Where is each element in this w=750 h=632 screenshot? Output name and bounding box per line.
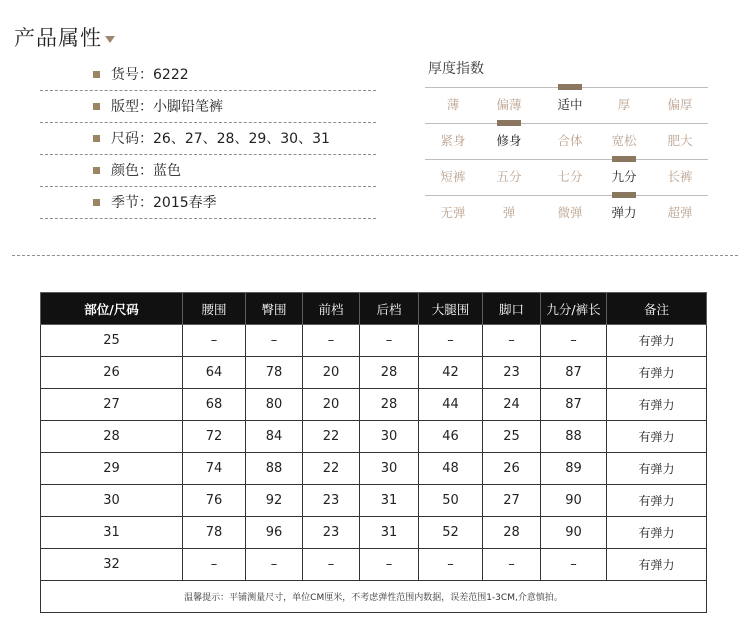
table-cell: 20 bbox=[303, 357, 360, 389]
table-row bbox=[41, 325, 707, 357]
thickness-index-title: 厚度指数 bbox=[428, 61, 484, 77]
table-cell: – bbox=[541, 549, 607, 581]
table-cell: 有弹力 bbox=[607, 421, 707, 453]
table-cell: 80 bbox=[246, 389, 303, 421]
table-cell: 42 bbox=[419, 357, 483, 389]
table-cell: 90 bbox=[541, 485, 607, 517]
index-row-line bbox=[425, 195, 708, 196]
size-label-cell: 25 bbox=[41, 325, 183, 357]
size-table-footer bbox=[41, 581, 707, 613]
index-option: 五分 bbox=[496, 169, 522, 184]
selected-marker bbox=[612, 192, 636, 198]
table-cell: 有弹力 bbox=[607, 485, 707, 517]
table-cell: 22 bbox=[303, 453, 360, 485]
index-option: 偏薄 bbox=[496, 97, 522, 112]
table-cell: 25 bbox=[483, 421, 541, 453]
table-cell: – bbox=[419, 549, 483, 581]
index-option: 九分 bbox=[611, 169, 637, 184]
table-cell: 72 bbox=[183, 421, 246, 453]
table-cell: 28 bbox=[360, 357, 419, 389]
caret-down-icon bbox=[105, 36, 115, 43]
table-row bbox=[41, 421, 707, 453]
attribute-row bbox=[40, 187, 376, 219]
column-header: 备注 bbox=[607, 293, 707, 325]
table-cell: 89 bbox=[541, 453, 607, 485]
column-header: 九分/裤长 bbox=[541, 293, 607, 325]
table-cell: – bbox=[541, 325, 607, 357]
index-option: 肥大 bbox=[667, 133, 693, 148]
table-cell: 有弹力 bbox=[607, 325, 707, 357]
section-title bbox=[14, 24, 115, 52]
index-option: 紧身 bbox=[440, 133, 466, 148]
table-cell: 50 bbox=[419, 485, 483, 517]
index-option: 薄 bbox=[446, 97, 460, 112]
table-cell: – bbox=[483, 325, 541, 357]
attribute-list bbox=[40, 59, 376, 219]
table-cell: 有弹力 bbox=[607, 357, 707, 389]
table-cell: 28 bbox=[483, 517, 541, 549]
table-cell: 44 bbox=[419, 389, 483, 421]
column-header: 部位/尺码 bbox=[41, 293, 183, 325]
index-option: 七分 bbox=[557, 169, 583, 184]
table-row bbox=[41, 485, 707, 517]
index-option: 长裤 bbox=[667, 169, 693, 184]
index-option: 修身 bbox=[496, 133, 522, 148]
table-cell: 90 bbox=[541, 517, 607, 549]
table-cell: 31 bbox=[360, 517, 419, 549]
table-cell: 74 bbox=[183, 453, 246, 485]
selected-marker bbox=[612, 156, 636, 162]
table-cell: 20 bbox=[303, 389, 360, 421]
table-cell: 24 bbox=[483, 389, 541, 421]
table-cell: 22 bbox=[303, 421, 360, 453]
table-cell: 84 bbox=[246, 421, 303, 453]
index-option: 偏厚 bbox=[667, 97, 693, 112]
table-cell: – bbox=[183, 549, 246, 581]
table-cell: – bbox=[360, 549, 419, 581]
table-cell: 88 bbox=[246, 453, 303, 485]
attribute-sizes: 尺码：26、27、28、29、30、31 bbox=[111, 131, 330, 147]
attribute-season: 季节：2015春季 bbox=[111, 195, 217, 211]
index-option: 适中 bbox=[557, 97, 583, 112]
size-label-cell: 29 bbox=[41, 453, 183, 485]
table-cell: – bbox=[419, 325, 483, 357]
table-cell: 88 bbox=[541, 421, 607, 453]
thickness-index-row bbox=[425, 87, 708, 123]
index-option: 合体 bbox=[557, 133, 583, 148]
index-option: 微弹 bbox=[557, 205, 583, 220]
table-cell: 76 bbox=[183, 485, 246, 517]
size-table-body bbox=[41, 325, 707, 581]
table-cell: 46 bbox=[419, 421, 483, 453]
table-cell: 23 bbox=[303, 517, 360, 549]
table-cell: 87 bbox=[541, 357, 607, 389]
column-header: 后档 bbox=[360, 293, 419, 325]
table-cell: 23 bbox=[303, 485, 360, 517]
table-cell: – bbox=[303, 325, 360, 357]
table-cell: 27 bbox=[483, 485, 541, 517]
index-row-line bbox=[425, 159, 708, 160]
size-table bbox=[40, 292, 707, 613]
table-row bbox=[41, 549, 707, 581]
size-label-cell: 28 bbox=[41, 421, 183, 453]
table-row bbox=[41, 517, 707, 549]
attribute-color: 颜色：蓝色 bbox=[111, 163, 181, 179]
table-cell: 有弹力 bbox=[607, 549, 707, 581]
size-label-cell: 27 bbox=[41, 389, 183, 421]
size-table-header bbox=[41, 293, 707, 325]
table-cell: – bbox=[360, 325, 419, 357]
thickness-index-row bbox=[425, 195, 708, 231]
index-row-line bbox=[425, 123, 708, 124]
index-option: 短裤 bbox=[440, 169, 466, 184]
thickness-index-row bbox=[425, 123, 708, 159]
square-bullet-icon bbox=[93, 103, 100, 110]
index-option: 弹力 bbox=[611, 205, 637, 220]
column-header: 前档 bbox=[303, 293, 360, 325]
table-cell: 31 bbox=[360, 485, 419, 517]
thickness-index-row bbox=[425, 159, 708, 195]
table-cell: – bbox=[246, 325, 303, 357]
table-cell: 64 bbox=[183, 357, 246, 389]
index-option: 弹 bbox=[502, 205, 516, 220]
size-label-cell: 32 bbox=[41, 549, 183, 581]
table-cell: – bbox=[246, 549, 303, 581]
square-bullet-icon bbox=[93, 167, 100, 174]
attribute-row bbox=[40, 155, 376, 187]
selected-marker bbox=[497, 120, 521, 126]
index-option: 超弹 bbox=[667, 205, 693, 220]
size-label-cell: 31 bbox=[41, 517, 183, 549]
table-cell: 30 bbox=[360, 421, 419, 453]
table-row bbox=[41, 389, 707, 421]
measurement-note: 温馨提示：平铺测量尺寸，单位CM厘米，不考虑弹性范围内数据，误差范围1-3CM,介意慎拍。 bbox=[41, 581, 707, 613]
table-cell: 有弹力 bbox=[607, 517, 707, 549]
column-header: 腰围 bbox=[183, 293, 246, 325]
section-divider bbox=[12, 255, 738, 256]
table-cell: 78 bbox=[183, 517, 246, 549]
section-title-text: 产品属性 bbox=[14, 26, 102, 50]
attribute-row bbox=[40, 91, 376, 123]
table-cell: 26 bbox=[483, 453, 541, 485]
index-option: 厚 bbox=[617, 97, 631, 112]
table-row bbox=[41, 357, 707, 389]
index-option: 无弹 bbox=[440, 205, 466, 220]
table-cell: – bbox=[183, 325, 246, 357]
table-cell: 96 bbox=[246, 517, 303, 549]
attribute-row bbox=[40, 123, 376, 155]
attribute-fit: 版型：小脚铅笔裤 bbox=[111, 99, 223, 115]
column-header: 臀围 bbox=[246, 293, 303, 325]
square-bullet-icon bbox=[93, 135, 100, 142]
table-cell: – bbox=[303, 549, 360, 581]
table-cell: 有弹力 bbox=[607, 389, 707, 421]
table-cell: 68 bbox=[183, 389, 246, 421]
table-cell: 48 bbox=[419, 453, 483, 485]
column-header: 大腿围 bbox=[419, 293, 483, 325]
square-bullet-icon bbox=[93, 71, 100, 78]
square-bullet-icon bbox=[93, 199, 100, 206]
table-cell: 87 bbox=[541, 389, 607, 421]
size-label-cell: 30 bbox=[41, 485, 183, 517]
table-cell: 30 bbox=[360, 453, 419, 485]
table-cell: 23 bbox=[483, 357, 541, 389]
table-cell: 28 bbox=[360, 389, 419, 421]
column-header: 脚口 bbox=[483, 293, 541, 325]
index-option: 宽松 bbox=[611, 133, 637, 148]
table-cell: 52 bbox=[419, 517, 483, 549]
table-row bbox=[41, 453, 707, 485]
table-cell: – bbox=[483, 549, 541, 581]
attribute-item-no: 货号：6222 bbox=[111, 67, 189, 83]
size-label-cell: 26 bbox=[41, 357, 183, 389]
table-cell: 有弹力 bbox=[607, 453, 707, 485]
table-cell: 92 bbox=[246, 485, 303, 517]
table-cell: 78 bbox=[246, 357, 303, 389]
selected-marker bbox=[558, 84, 582, 90]
attribute-row bbox=[40, 59, 376, 91]
